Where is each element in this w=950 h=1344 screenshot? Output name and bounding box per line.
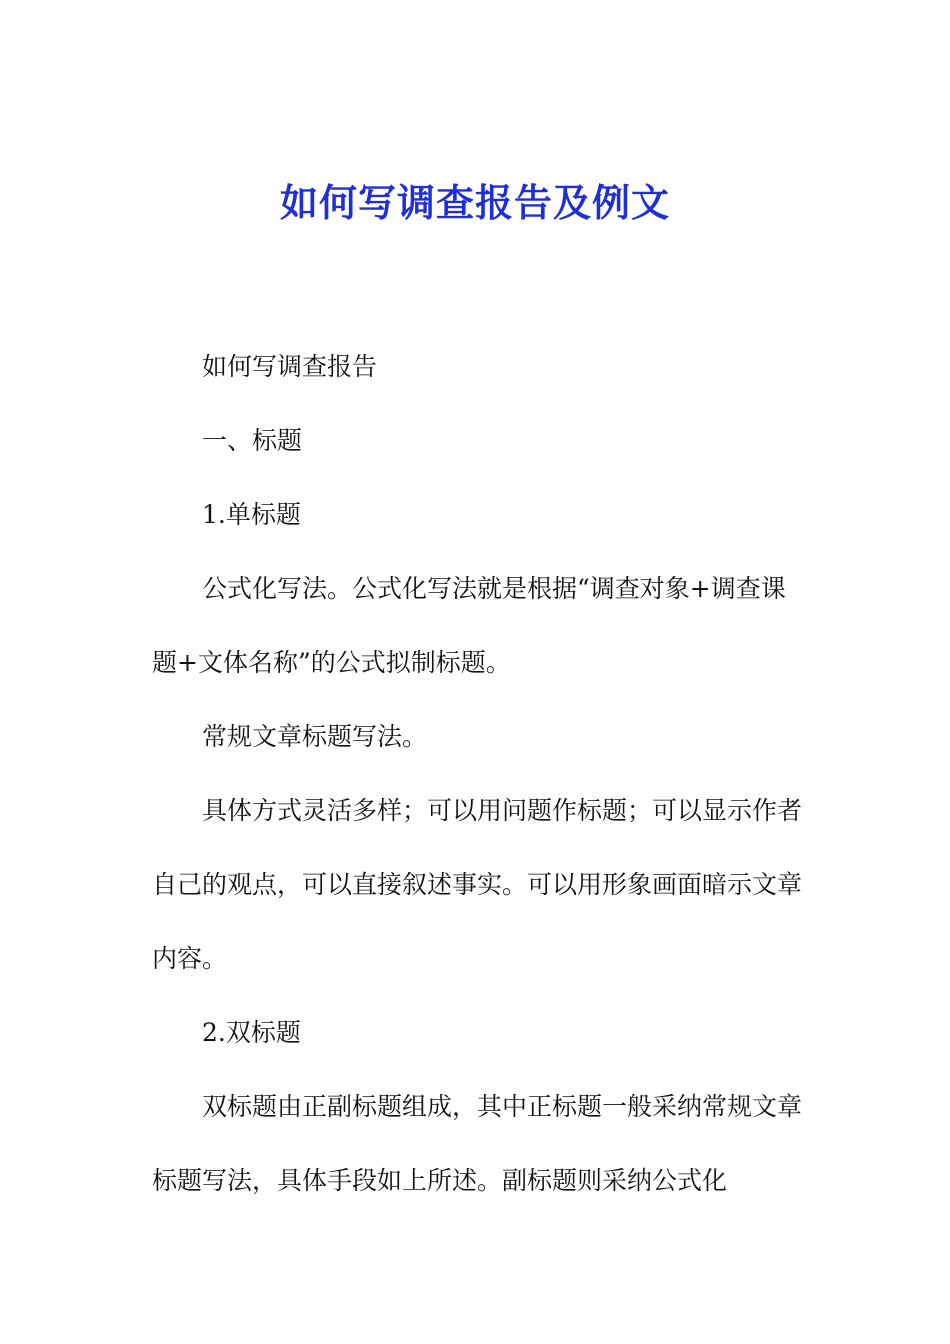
- paragraph-heading: 如何写调查报告: [202, 352, 378, 381]
- paragraph-flexible-method: 具体方式灵活多样；可以用问题作标题；可以显示作者自己的观点，可以直接叙述事实。可以用形象画面暗示文章内容。: [152, 796, 803, 973]
- paragraph-regular-method: 常规文章标题写法。: [202, 722, 428, 751]
- paragraph-section-title: 一、标题: [202, 426, 303, 455]
- paragraph-formula-method: 公式化写法。公式化写法就是根据“调查对象+调查课题+文体名称”的公式拟制标题。: [152, 574, 786, 677]
- paragraph-single-title: 1.单标题: [202, 500, 301, 529]
- paragraph-double-title-description: 双标题由正副标题组成，其中正标题一般采纳常规文章标题写法，具体手段如上所述。副标题则采纳公式化: [152, 1092, 803, 1195]
- paragraph-double-title: 2.双标题: [202, 1018, 301, 1047]
- document-title: 如何写调查报告及例文: [279, 180, 670, 225]
- document-body: [152, 330, 802, 1218]
